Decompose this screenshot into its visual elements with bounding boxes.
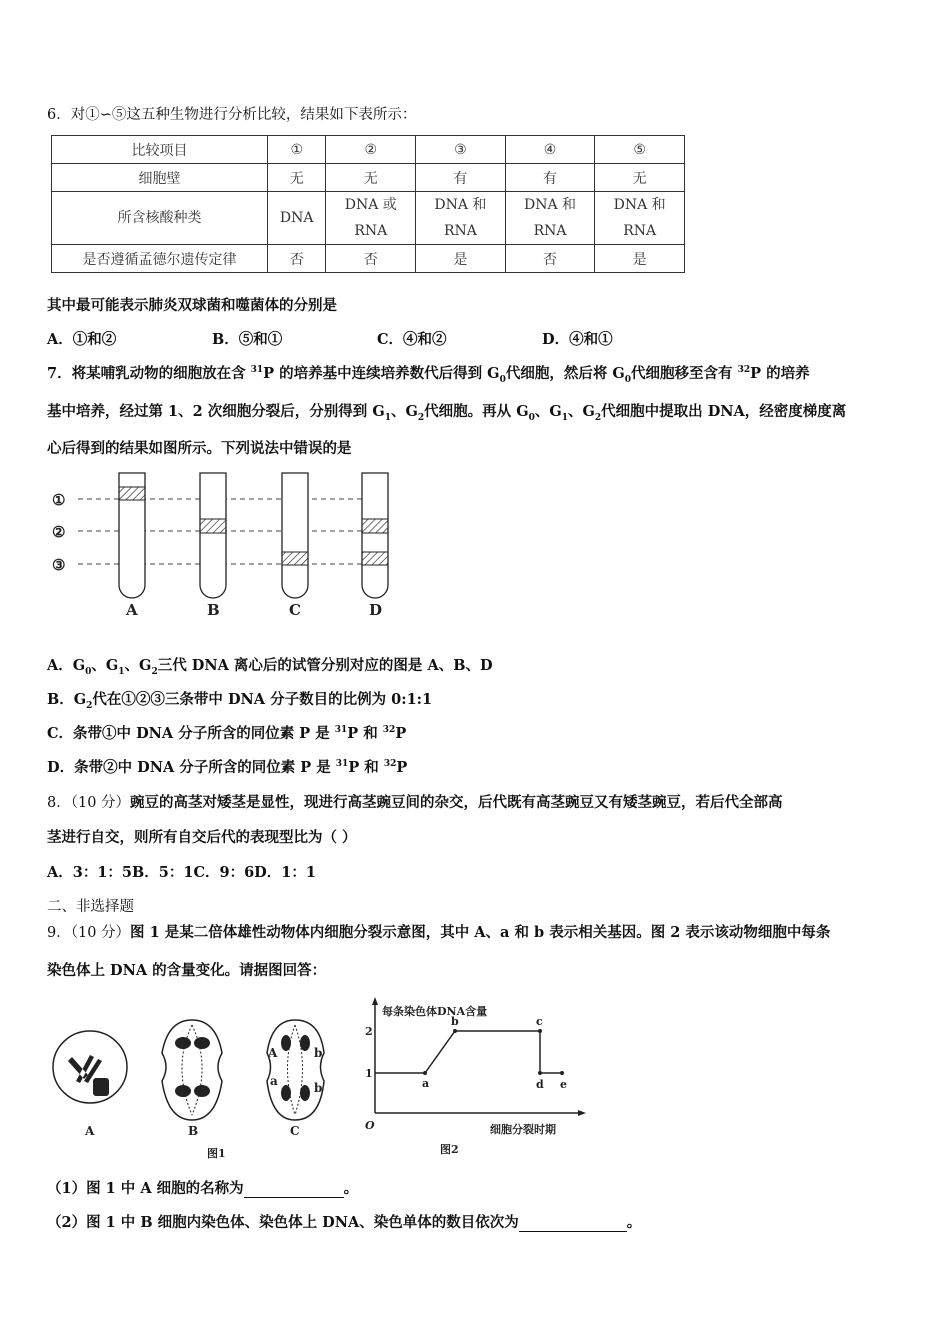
table-cell: 是 [595, 245, 685, 273]
table-cell: DNA 和 RNA [595, 192, 685, 245]
point-label: a [422, 1077, 430, 1090]
q8-options: A．3：1：5B．5：1C．9：6D．1：1 [47, 864, 316, 881]
q7-option-a: A．$G_0$、$G_1$、$G_2$三代 DNA 离心后的试管分别对应的图是 A、B、D [47, 657, 493, 677]
table-cell: 是否遵循孟德尔遗传定律 [52, 245, 268, 273]
table-header: ② [326, 136, 416, 164]
table-cell: DNA 和 RNA [416, 192, 506, 245]
cell-division-figures [40, 995, 600, 1165]
q7-line2: 基中培养，经过第 1、2 次细胞分裂后，分别得到 $G_1$、$G_2$代细胞。再从 $G_0$、$G_1$、$G_2$代细胞中提取出 DNA，经密度梯度离 [47, 403, 847, 423]
point-label: d [536, 1078, 544, 1091]
band-label: ③ [52, 556, 66, 574]
table-cell: DNA [268, 192, 326, 245]
q6-option-d: D．④和① [542, 331, 613, 348]
q9-sub1: （1）图 1 中 A 细胞的名称为 。 [47, 1180, 359, 1197]
cell-label: C [290, 1124, 300, 1138]
band-label: ② [52, 523, 66, 541]
q9-sub2: （2）图 1 中 B 细胞内染色体、染色体上 DNA、染色单体的数目依次为 。 [47, 1214, 642, 1231]
q7-line3: 心后得到的结果如图所示。下列说法中错误的是 [47, 440, 352, 457]
comparison-table [51, 135, 685, 273]
table-cell: 有 [416, 164, 506, 192]
table-cell: 是 [416, 245, 506, 273]
origin-label: O [365, 1119, 375, 1132]
point-label: c [536, 1015, 543, 1028]
x-axis-label: 细胞分裂时期 [490, 1123, 556, 1136]
gene-label: A [268, 1046, 278, 1060]
q6-option-c: C．④和② [377, 331, 447, 348]
y-tick: 1 [365, 1067, 373, 1080]
centrifuge-tubes-figure [40, 465, 400, 625]
table-cell: 无 [595, 164, 685, 192]
table-cell: 无 [326, 164, 416, 192]
gene-label: b [314, 1081, 323, 1095]
table-cell: 细胞壁 [52, 164, 268, 192]
table-cell: 有 [505, 164, 595, 192]
table-header: ① [268, 136, 326, 164]
answer-blank[interactable] [519, 1214, 627, 1232]
table-cell: 否 [268, 245, 326, 273]
tube-label: A [126, 601, 138, 619]
table-cell: DNA 和 RNA [505, 192, 595, 245]
q7-option-c: C．条带①中 DNA 分子所含的同位素 P 是 $^{31}$P 和 $^{32}$P [47, 725, 407, 742]
figure2-caption: 图2 [440, 1143, 459, 1156]
y-axis-label: 每条染色体DNA含量 [382, 1005, 488, 1018]
table-cell: 否 [326, 245, 416, 273]
cell-label: A [85, 1124, 95, 1138]
table-header: 比较项目 [52, 136, 268, 164]
table-cell: 否 [505, 245, 595, 273]
point-label: e [560, 1078, 567, 1091]
q8-line2: 茎进行自交，则所有自交后代的表现型比为（ ） [47, 829, 357, 846]
table-cell: 所含核酸种类 [52, 192, 268, 245]
q9-line2: 染色体上 DNA 的含量变化。请据图回答： [47, 962, 327, 979]
gene-label: a [270, 1074, 278, 1088]
tube-label: D [369, 601, 383, 619]
section-heading: 二、非选择题 [47, 899, 134, 915]
q6-stem: 6．对①∽⑤这五种生物进行分析比较，结果如下表所示： [47, 107, 417, 123]
table-header: ⑤ [595, 136, 685, 164]
table-header: ③ [416, 136, 506, 164]
q6-question: 其中最可能表示肺炎双球菌和噬菌体的分别是 [47, 297, 337, 314]
point-label: b [451, 1015, 459, 1028]
y-tick: 2 [365, 1025, 373, 1038]
q7-line1: 7．将某哺乳动物的细胞放在含 $^{31}$P 的培养基中连续培养数代后得到 $G_0$代细胞，然后将 $G_0$代细胞移至含有 $^{32}$P 的培养 [47, 365, 810, 385]
table-header: ④ [505, 136, 595, 164]
q9-line1: 9．（10 分）图 1 是某二倍体雄性动物体内细胞分裂示意图，其中 A、a 和 b 表示相关基因。图 2 表示该动物细胞中每条 [47, 924, 831, 941]
answer-blank[interactable] [244, 1180, 344, 1198]
tube-label: B [207, 601, 220, 619]
q8-line1: 8．（10 分）豌豆的高茎对矮茎是显性，现进行高茎豌豆间的杂交，后代既有高茎豌豆又有矮茎豌豆，若后代全部高 [47, 794, 783, 811]
q7-option-b: B．$G_2$代在①②③三条带中 DNA 分子数目的比例为 0:1:1 [47, 691, 433, 711]
table-cell: 无 [268, 164, 326, 192]
q7-option-d: D．条带②中 DNA 分子所含的同位素 P 是 $^{31}$P 和 $^{32}$P [47, 759, 408, 776]
gene-label: b [314, 1046, 323, 1060]
figure1-caption: 图1 [207, 1147, 226, 1160]
band-label: ① [52, 491, 66, 509]
q6-option-b: B．⑤和① [212, 331, 283, 348]
table-cell: DNA 或 RNA [326, 192, 416, 245]
q6-option-a: A．①和② [47, 331, 117, 348]
tube-label: C [289, 601, 301, 619]
cell-label: B [188, 1124, 199, 1138]
